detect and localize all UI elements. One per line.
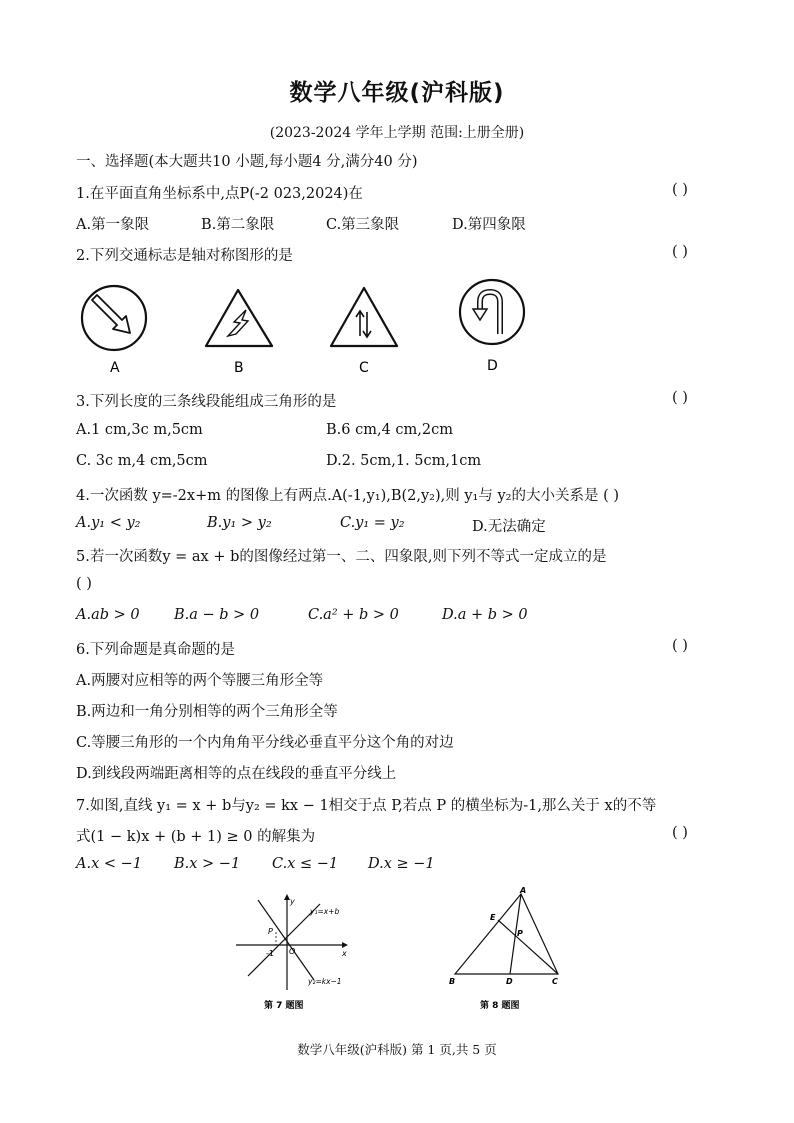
q5-stem: 5.若一次函数y = ax + b的图像经过第一、二、四象限,则下列不等式一定成立的是	[76, 549, 607, 565]
fig7-point-p-label: P	[268, 927, 273, 936]
page-title: 数学八年级(沪科版)	[289, 80, 505, 106]
fig7-origin-label: O	[289, 947, 296, 956]
q6-option-d: D.到线段两端距离相等的点在线段的垂直平分线上	[76, 766, 397, 782]
q1-option-d: D.第四象限	[452, 217, 526, 233]
sign-d-label: D	[487, 358, 498, 374]
q5-answer-paren: ( )	[76, 576, 92, 592]
q4-option-c: C.y₁ = y₂	[340, 515, 405, 531]
page-footer: 数学八年级(沪科版) 第 1 页,共 5 页	[297, 1042, 497, 1057]
fig7-line2-label: y₂=kx−1	[308, 977, 342, 986]
q3-option-c: C. 3c m,4 cm,5cm	[76, 453, 208, 469]
q1-option-c: C.第三象限	[326, 217, 400, 233]
sign-b-zigzag-icon	[206, 290, 272, 346]
fig7-y-label: y	[290, 897, 295, 906]
q7-stem-line2: 式(1 − k)x + (b + 1) ≥ 0 的解集为	[76, 829, 316, 845]
q5-option-a: A.ab > 0	[76, 607, 140, 623]
fig7-neg1-label: -1	[266, 949, 274, 958]
sign-b-label: B	[234, 360, 244, 376]
page-subtitle: (2023-2024 学年上学期 范围:上册全册)	[269, 125, 525, 141]
fig8-point-d: D	[506, 977, 513, 986]
q6-answer-paren: ( )	[672, 638, 688, 654]
q3-option-a: A.1 cm,3c m,5cm	[76, 422, 203, 438]
q1-option-b: B.第二象限	[201, 217, 275, 233]
q6-option-b: B.两边和一角分别相等的两个三角形全等	[76, 704, 338, 720]
q3-answer-paren: ( )	[672, 390, 688, 406]
q7-answer-paren: ( )	[672, 825, 688, 841]
q4-stem: 4.一次函数 y=-2x+m 的图像上有两点.A(-1,y₁),B(2,y₂),则 y₁与 y₂的大小关系是 ( )	[76, 488, 620, 504]
q7-option-b: B.x > −1	[174, 856, 241, 872]
fig8-point-e: E	[490, 913, 496, 922]
q2-stem: 2.下列交通标志是轴对称图形的是	[76, 248, 293, 264]
q3-option-b: B.6 cm,4 cm,2cm	[326, 422, 453, 438]
q7-stem: 7.如图,直线 y₁ = x + b与y₂ = kx − 1相交于点 P,若点 P 的横坐标为-1,那么关于 x的不等	[76, 798, 657, 814]
q2-answer-paren: ( )	[672, 244, 688, 260]
fig7-line1-label: y₁=x+b	[310, 907, 340, 916]
fig8-caption: 第 8 题图	[480, 1001, 520, 1011]
q5-option-d: D.a + b > 0	[442, 607, 528, 623]
traffic-signs-figure	[70, 276, 550, 380]
sign-c-two-way-arrows-icon	[331, 288, 397, 346]
fig7-caption: 第 7 题图	[264, 1001, 304, 1011]
q5-option-b: B.a − b > 0	[174, 607, 260, 623]
q1-option-a: A.第一象限	[76, 217, 150, 233]
sign-a-label: A	[110, 360, 120, 376]
fig8-point-c: C	[552, 977, 558, 986]
q4-option-a: A.y₁ < y₂	[76, 515, 141, 531]
q3-stem: 3.下列长度的三条线段能组成三角形的是	[76, 394, 337, 410]
q7-option-a: A.x < −1	[76, 856, 143, 872]
q6-stem: 6.下列命题是真命题的是	[76, 642, 235, 658]
q1-stem: 1.在平面直角坐标系中,点P(-2 023,2024)在	[76, 186, 363, 202]
section-heading: 一、选择题(本大题共10 小题,每小题4 分,满分40 分)	[76, 154, 418, 170]
q4-option-d: D.无法确定	[472, 519, 546, 535]
figure-8	[440, 884, 570, 1014]
q1-answer-paren: ( )	[672, 182, 688, 198]
sign-a-diagonal-arrow-icon	[82, 286, 146, 350]
q3-option-d: D.2. 5cm,1. 5cm,1cm	[326, 453, 482, 469]
sign-d-u-turn-icon	[460, 280, 524, 344]
fig8-point-b: B	[449, 977, 456, 986]
fig7-x-label: x	[342, 949, 347, 958]
sign-c-label: C	[359, 360, 369, 376]
q4-option-b: B.y₁ > y₂	[207, 515, 272, 531]
q5-option-c: C.a² + b > 0	[308, 607, 399, 623]
figure-7	[230, 890, 360, 1014]
q6-option-c: C.等腰三角形的一个内角角平分线必垂直平分这个角的对边	[76, 735, 454, 751]
q6-option-a: A.两腰对应相等的两个等腰三角形全等	[76, 673, 324, 689]
fig8-point-a: A	[520, 886, 527, 895]
q7-option-d: D.x ≥ −1	[368, 856, 435, 872]
q7-option-c: C.x ≤ −1	[272, 856, 339, 872]
fig8-point-p: P	[517, 929, 523, 938]
